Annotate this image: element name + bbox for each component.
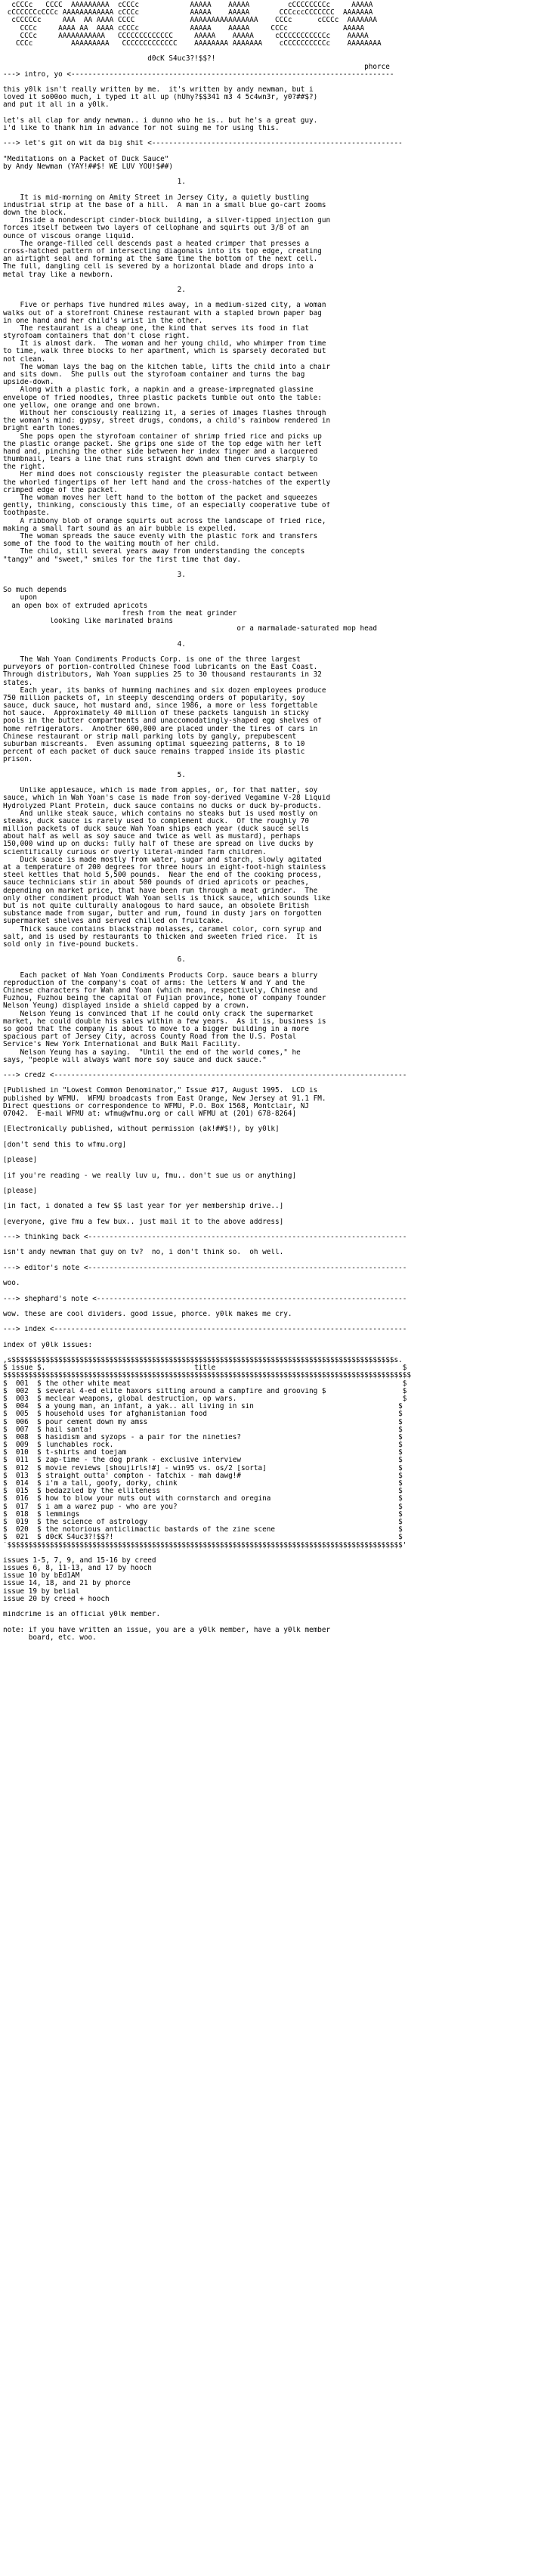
text-line: published by WFMU. WFMU broadcasts from East Orange, New Jersey at 91.1 FM. — [3, 1094, 326, 1103]
text-line: Each packet of Wah Yoan Condiments Products Corp. sauce bears a blurry — [3, 971, 318, 980]
text-line: reproduction of the company's coat of arms: the letters W and Y and the — [3, 979, 305, 987]
text-line: one yellow, one orange and one brown. — [3, 401, 161, 410]
text-line: home refrigerators. Another 600,000 are placed under the tires of cars in — [3, 725, 318, 733]
blank-line — [3, 171, 541, 178]
section-number: 6. — [3, 956, 186, 964]
text-line: steaks, duck sauce is rarely used to complement duck. Of the roughly 70 — [3, 817, 310, 825]
section-number: 3. — [3, 571, 186, 579]
text-line: `$$$$$$$$$$$$$$$$$$$$$$$$$$$$$$$$$$$$$$$$$$$$$$$$$$$$$$$$$$$$$$$$$$$$$$$$$$$$$$$$$$$$$$$$$$$$$' — [3, 1541, 407, 1550]
section-divider: ---> let's git on wit da big shit <----------------------------------------------------------- — [3, 140, 403, 148]
blank-line — [3, 964, 541, 971]
text-line: walks out of a storefront Chinese restaurant with a stapled brown paper bag — [3, 309, 322, 317]
text-line: and sits down. She pulls out the styrofoam container and turns the bag — [3, 371, 305, 379]
text-line: $$$$$$$$$$$$$$$$$$$$$$$$$$$$$$$$$$$$$$$$$$$$$$$$$$$$$$$$$$$$$$$$$$$$$$$$$$$$$$$$$$$$$$$$$$$$$$$$ — [3, 1372, 412, 1380]
text-line: phorce — [3, 63, 390, 71]
text-line: i'd like to thank him in advance for not suing me for using this. — [3, 125, 280, 132]
blank-line — [3, 1134, 541, 1141]
text-line: an open box of extruded apricots — [3, 602, 148, 610]
text-line: Unlike applesauce, which is made from apples, or, for that matter, soy — [3, 787, 318, 795]
blank-line — [3, 1618, 541, 1626]
text-line: market, he could double his sales within a few years. As it is, business is — [3, 1017, 326, 1026]
text-line: isn't andy newman that guy on tv? no, i don't think so. oh well. — [3, 1249, 284, 1257]
section-divider: ---> thinking back <--------------------------------------------------------------------------- — [3, 1234, 407, 1241]
text-line: [Published in "Lowest Common Denominator," Issue #17, August 1995. LCD is — [3, 1087, 318, 1095]
text-line: looking like marinated brains — [3, 618, 174, 625]
index-row: $ 006 $ pour cement down my amss $ — [3, 1418, 403, 1426]
blank-line — [3, 1257, 541, 1265]
text-line: cCCCCCCcCCCc AAAAAAAAAAAA cCCCc AAAAA AAAAA CCCcccCCCCCCC AAAAAAA — [3, 9, 373, 17]
text-line: some of the food to the waiting mouth of her child. — [3, 540, 220, 549]
text-line: d0cK S4uc3?!$$?! — [3, 55, 216, 63]
text-line: the whorled fingertips of her left hand and the cross-hatches of the expertly — [3, 478, 331, 487]
blank-line — [3, 132, 541, 140]
text-line: says, "people will always want more soy sauce and duck sauce." — [3, 1056, 267, 1064]
index-row: $ 008 $ hasidism and syzops - a pair for the nineties? $ — [3, 1433, 403, 1441]
text-line: "Meditations on a Packet of Duck Sauce" — [3, 155, 169, 163]
blank-line — [3, 1550, 541, 1557]
text-line: to time, walk three blocks to her apartment, which is sparsely decorated but — [3, 348, 326, 356]
text-line: pools in the butter compartments and unaccomodatingly-shaped egg shelves of — [3, 717, 322, 726]
text-line: The Wah Yoan Condiments Products Corp. is one of the three largest — [3, 655, 301, 664]
text-line: The woman lays the bag on the kitchen table, lifts the child into a chair — [3, 363, 331, 371]
blank-line — [3, 1164, 541, 1172]
section-number: 4. — [3, 640, 186, 649]
blank-line — [3, 779, 541, 787]
blank-line — [3, 633, 541, 640]
text-line: not clean. — [3, 355, 46, 364]
text-line: issue 14, 18, and 21 by phorce — [3, 1580, 131, 1588]
section-divider: ---> credz <----------------------------------------------------------------------------------- — [3, 1072, 407, 1080]
text-line: prison. — [3, 756, 33, 764]
blank-line — [3, 649, 541, 656]
text-line: toothpaste. — [3, 509, 50, 518]
text-line: "tangy" and "sweet," smiles for the first time that day. — [3, 556, 242, 564]
section-number: 5. — [3, 771, 186, 779]
text-line: CCCc AAAAAAAAA CCCCCCCCCCCCC AAAAAAAA AAAAAAA cCCCCCCCCCCc AAAAAAAA — [3, 39, 382, 48]
text-line: ounce of viscous orange liquid. — [3, 232, 135, 240]
text-line: It is mid-morning on Amity Street in Jersey City, a quietly bustling — [3, 194, 310, 202]
text-line: ,s$$$$$$$$$$$$$$$$$$$$$$$$$$$$$$$$$$$$$$$$$$$$$$$$$$$$$$$$$$$$$$$$$$$$$$$$$$$$$$$$$$$$$$$$$$s. — [3, 1357, 403, 1364]
index-row: $ 002 $ several 4-ed elite haxors sitting around a campfire and grooving $ $ — [3, 1387, 407, 1395]
text-line: the plastic orange packet. She grips one side of the top edge with her left — [3, 440, 322, 448]
text-line: bright earth tones. — [3, 425, 84, 433]
text-line: 150,000 wind up on ducks: fully half of these are spread on live ducks by — [3, 841, 314, 849]
blank-line — [3, 1333, 541, 1341]
text-line: A ribbony blob of orange squirts out across the landscape of fried rice, — [3, 517, 326, 525]
text-line: forces itself between two layers of cellophane and squirts out 3/8 of an — [3, 224, 310, 233]
text-line: depending on market price, that have been run through a meat grinder. The — [3, 887, 318, 895]
text-line: Her mind does not consciously register the pleasurable contact between — [3, 471, 318, 479]
text-line: It is almost dark. The woman and her young child, who whimper from time — [3, 340, 326, 348]
text-line: 750 million packets of, in steeply descending orders of popularity, soy — [3, 694, 305, 702]
text-line: The child, still several years away from understanding the concepts — [3, 548, 305, 556]
blank-line — [3, 1272, 541, 1280]
index-row: $ 005 $ household uses for afghanistanian food $ — [3, 1410, 403, 1419]
text-line: Chinese restaurant or strip mall parking lots by gangly, prepubescent — [3, 732, 297, 741]
text-line: percent of each packet of duck sauce remains trapped inside its plastic — [3, 748, 305, 757]
text-line: styrofoam containers that don't close right. — [3, 333, 190, 341]
text-line: Nelson Yeung) displayed inside a shield capped by a crown. — [3, 1002, 250, 1011]
text-line: [please] — [3, 1187, 38, 1195]
blank-line — [3, 187, 541, 194]
text-line: but is not quite culturally analogous to hard sauce, an obsolete British — [3, 902, 310, 910]
text-line: spacious part of Jersey City, across County Road from the U.S. Postal — [3, 1033, 297, 1042]
text-line: note: if you have written an issue, you are a y0lk member, have a y0lk member — [3, 1626, 331, 1634]
text-line: so good that the company is about to move to a bigger building in a more — [3, 1025, 310, 1033]
text-line: loved it so00oo much, i typed it all up (hUhy?$$341 m3 4 5c4wn3r, y0?##$?) — [3, 94, 318, 102]
index-row: $ 011 $ zap-time - the dog prank - exclusive interview $ — [3, 1457, 403, 1465]
text-line: The orange-filled cell descends past a heated crimper that presses a — [3, 240, 310, 248]
text-line: The full, dangling cell is severed by a horizontal blade and drops into a — [3, 263, 314, 271]
index-row: $ 010 $ t-shirts and toejam $ — [3, 1449, 403, 1457]
text-line: and put it all in a y0lk. — [3, 101, 110, 110]
text-line: only other condiment product Wah Yoan sells is thick sauce, which sounds like — [3, 894, 331, 903]
text-line: steel kettles that hold 5,500 pounds. Near the end of the cooking process, — [3, 872, 322, 880]
text-line: substance made from sugar, butter and rum, found in dusty jars on forgotten — [3, 910, 322, 918]
text-line: about half as well as soy sauce and twice as well as mustard), perhaps — [3, 833, 301, 841]
text-line: issue 20 by creed + hooch — [3, 1595, 110, 1603]
blank-line — [3, 1180, 541, 1187]
text-line: the right. — [3, 463, 46, 472]
blank-line — [3, 1318, 541, 1326]
blank-line — [3, 1149, 541, 1156]
text-line: million packets of duck sauce Wah Yoan ships each year (duck sauce sells — [3, 825, 310, 834]
text-line: issues 6, 8, 11-13, and 17 by hooch — [3, 1565, 152, 1573]
text-line: sauce technicians stir in about 500 pounds of dried apricots or peaches, — [3, 879, 310, 887]
index-row: $ 018 $ lemmings $ — [3, 1510, 403, 1519]
text-line: sold only in five-pound buckets. — [3, 940, 140, 949]
text-line: sauce, duck sauce, hot mustard and, since 1986, a more or less forgettable — [3, 702, 318, 711]
blank-line — [3, 579, 541, 587]
index-row: $ 020 $ the notorious anticlimactic bastards of the zine scene $ — [3, 1526, 403, 1534]
blank-line — [3, 1195, 541, 1203]
text-line: cCCCc CCCC AAAAAAAAA cCCCc AAAAA AAAAA cCCCCCCCCc AAAAA — [3, 2, 373, 9]
index-row: $ 021 $ d0cK S4uc3?!$$?! $ — [3, 1534, 403, 1542]
text-line: issues 1-5, 7, 9, and 15-16 by creed — [3, 1556, 156, 1565]
index-row: $ 004 $ a young man, an infant, a yak.. all living in sin $ — [3, 1403, 403, 1411]
text-line: Direct questions or correspondence to WFMU, P.O. Box 1568, Montclair, NJ — [3, 1102, 310, 1110]
blank-line — [3, 148, 541, 156]
index-row: $ 012 $ movie reviews [shoujirls!#] - win95 vs. os/2 [sorta] $ — [3, 1464, 403, 1472]
text-line: Without her consciously realizing it, a series of images flashes through — [3, 409, 326, 417]
text-line: thumbnail, tears a line that runs straight down and then curves sharply to — [3, 456, 318, 464]
text-line: [everyone, give fmu a few bux.. just mail it to the above address] — [3, 1218, 284, 1226]
text-line: envelope of fried noodles, three plastic packets tumble out onto the table: — [3, 394, 322, 402]
blank-line — [3, 1226, 541, 1234]
text-line: Service's New York International and Bulk Mail Facility. — [3, 1041, 242, 1049]
blank-line — [3, 79, 541, 86]
text-line: industrial strip at the base of a hill. A man in a small blue go-cart zooms — [3, 201, 326, 209]
text-line: Fuzhou, Fuzhou being the capital of Fujian province, home of company founder — [3, 995, 326, 1003]
text-line: suburban miscreants. Even assuming optimal squeezing patterns, 8 to 10 — [3, 741, 305, 748]
text-line: Duck sauce is made mostly from water, sugar and starch, slowly agitated — [3, 856, 322, 864]
text-line: woo. — [3, 1280, 20, 1288]
text-line: The restaurant is a cheap one, the kind that serves its food in flat — [3, 324, 310, 333]
text-line: states. — [3, 679, 33, 687]
text-line: board, etc. woo. — [3, 1633, 97, 1642]
section-divider: ---> index <----------------------------------------------------------------------------------- — [3, 1326, 407, 1334]
index-row: $ 014 $ i'm a tall, goofy, dorky, chink $ — [3, 1480, 403, 1488]
text-line: or a marmalade-saturated mop head — [3, 625, 378, 633]
text-line: the woman's mind: gypsy, street drugs, condoms, a child's rainbow rendered in — [3, 417, 331, 426]
index-row: $ 001 $ the other white meat $ — [3, 1379, 407, 1388]
section-divider: ---> editor's note <--------------------------------------------------------------------------- — [3, 1264, 407, 1272]
text-line: scientifically curious or overly literal-minded farm children. — [3, 848, 267, 856]
text-line: [please] — [3, 1156, 38, 1165]
text-line: cCCCCCc AAA AA AAAA CCCC AAAAAAAAAAAAAAAA CCCc cCCCc AAAAAAA — [3, 17, 378, 25]
section-divider: ---> shephard's note <------------------------------------------------------------------------- — [3, 1295, 407, 1303]
text-line: The woman moves her left hand to the bottom of the packet and squeezes — [3, 494, 318, 502]
text-line: [if you're reading - we really luv u, fmu.. don't sue us or anything] — [3, 1172, 297, 1180]
blank-line — [3, 1287, 541, 1295]
text-line: Chinese characters for Wah and Yoan (which mean, respectively, Chinese and — [3, 987, 318, 995]
text-line: issue 19 by belial — [3, 1587, 80, 1596]
text-line: She pops open the styrofoam container of shrimp fried rice and picks up — [3, 432, 322, 441]
index-row: $ 009 $ lunchables rock. $ — [3, 1441, 403, 1450]
section-number: 1. — [3, 178, 186, 187]
blank-line — [3, 1064, 541, 1072]
text-line: [in fact, i donated a few $$ last year for yer membership drive..] — [3, 1203, 284, 1211]
blank-line — [3, 1303, 541, 1311]
index-row: $ 013 $ straight outta' compton - fatchix - mah dawg!# $ — [3, 1472, 403, 1480]
text-line: cross-hatched pattern of intersecting diagonals into its top edge, creating — [3, 248, 322, 255]
blank-line — [3, 564, 541, 571]
text-line: gently, thinking, consciously this time, of an especially cooperative tube of — [3, 502, 331, 510]
index-row: $ 019 $ the science of astrology $ — [3, 1518, 403, 1526]
text-line: Each year, its banks of humming machines and six dozen employees produce — [3, 686, 326, 695]
blank-line — [3, 1210, 541, 1218]
index-row: $ 017 $ i am a warez pup - who are you? $ — [3, 1503, 403, 1511]
text-line: let's all clap for andy newman.. i dunno who he is.. but he's a great guy. — [3, 116, 318, 125]
text-line: hand and, pinching the other side between her index finger and a lacquered — [3, 447, 318, 456]
text-line: crimped edge of the packet. — [3, 486, 118, 494]
blank-line — [3, 1118, 541, 1125]
text-line: wow. these are cool dividers. good issue, phorce. y0lk makes me cry. — [3, 1310, 292, 1318]
blank-line — [3, 1349, 541, 1357]
text-line: supermarket shelves and served chilled on fruitcake. — [3, 918, 224, 926]
text-line: Through distributors, Wah Yoan supplies 25 to 30 thousand restaurants in 32 — [3, 671, 322, 680]
text-line: Hydrolyzed Plant Protein, duck sauce contains no ducks or duck by-products. — [3, 802, 322, 810]
blank-line — [3, 294, 541, 302]
blank-line — [3, 1603, 541, 1611]
text-line: down the block. — [3, 209, 67, 218]
text-line: upside-down. — [3, 379, 54, 387]
text-line: Five or perhaps five hundred miles away, in a medium-sized city, a woman — [3, 302, 326, 310]
section-divider: ---> intro, yo <---------------------------------------------------------------------------- — [3, 70, 394, 79]
text-line: The woman spreads the sauce evenly with the plastic fork and transfers — [3, 532, 318, 540]
text-line: purveyors of portion-controlled Chinese food lubricants on the East Coast. — [3, 664, 318, 672]
text-line: mindcrime is an official y0lk member. — [3, 1611, 161, 1619]
section-number: 2. — [3, 286, 186, 294]
blank-line — [3, 764, 541, 772]
text-line: making a small fart sound as an air bubble is expelled. — [3, 525, 237, 533]
text-line: CCCc AAAAAAAAAAA CCCCCCCCCCCCC AAAAA AAAAA cCCCCCCCCCCCc AAAAA — [3, 32, 369, 40]
text-line: 07042. E-mail WFMU at: wfmu@wfmu.org or call WFMU at (201) 678-8264] — [3, 1110, 297, 1118]
text-line: And unlike steak sauce, which contains no steaks but is used mostly on — [3, 810, 318, 818]
text-line: Nelson Yeung is convinced that if he could only crack the supermarket — [3, 1010, 314, 1018]
text-line: issue 10 by bEd1AM — [3, 1572, 80, 1581]
blank-line — [3, 1079, 541, 1087]
text-line: fresh from the meat grinder — [3, 609, 237, 618]
index-row: $ 015 $ bedazzled by the elliteness $ — [3, 1488, 403, 1496]
text-line: at a temperature of 200 degrees for three hours in eight-foot-high stainless — [3, 864, 326, 872]
text-line: Nelson Yeung has a saying. "Until the end of the world comes," he — [3, 1048, 301, 1057]
text-line: metal tray like a newborn. — [3, 271, 114, 279]
text-line: CCCc AAAA AA AAAA cCCCc AAAAA AAAAA CCCc AAAAA — [3, 24, 365, 33]
text-line: Thick sauce contains blackstrap molasses, caramel color, corn syrup and — [3, 925, 322, 933]
text-line: Inside a nondescript cinder-block building, a silver-tipped injection gun — [3, 217, 331, 225]
text-line: salt, and is used by restaurants to thicken and sweeten fried rice. It is — [3, 933, 318, 941]
blank-line — [3, 48, 541, 55]
blank-line — [3, 110, 541, 117]
index-row: $ 003 $ meclear weapons, global destruction, op wars. $ — [3, 1395, 407, 1403]
text-line: this y0lk isn't really written by me. it's written by andy newman, but i — [3, 86, 314, 94]
index-row: $ 007 $ hail santa! $ — [3, 1426, 403, 1434]
text-line: hot sauce. Approximately 40 million of these packets languish in sticky — [3, 710, 310, 718]
text-line: in one hand and her child's wrist in the other. — [3, 317, 203, 325]
blank-line — [3, 279, 541, 286]
blank-line — [3, 949, 541, 956]
index-row: $ 016 $ how to blow your nuts out with cornstarch and oregina $ — [3, 1495, 403, 1503]
text-line: So much depends — [3, 587, 67, 595]
text-line: [Electronically published, without permission (ak!##$!), by y0lk] — [3, 1125, 280, 1134]
text-line: [don't send this to wfmu.org] — [3, 1141, 127, 1149]
text-line: upon — [3, 594, 38, 602]
text-line: Along with a plastic fork, a napkin and a grease-impregnated glassine — [3, 386, 314, 395]
text-line: $ issue $. title $ — [3, 1364, 407, 1373]
blank-line — [3, 1241, 541, 1249]
text-line: by Andy Newman (YAY!##$! WE LUV YOU!$##) — [3, 163, 174, 171]
text-line: an airtight seal and forming at the same time the bottom of the next cell. — [3, 255, 318, 264]
text-line: index of y0lk issues: — [3, 1341, 93, 1349]
text-line: sauce, which in Wah Yoan's case is made from soy-derived Vegamine V-28 Liquid — [3, 794, 331, 803]
